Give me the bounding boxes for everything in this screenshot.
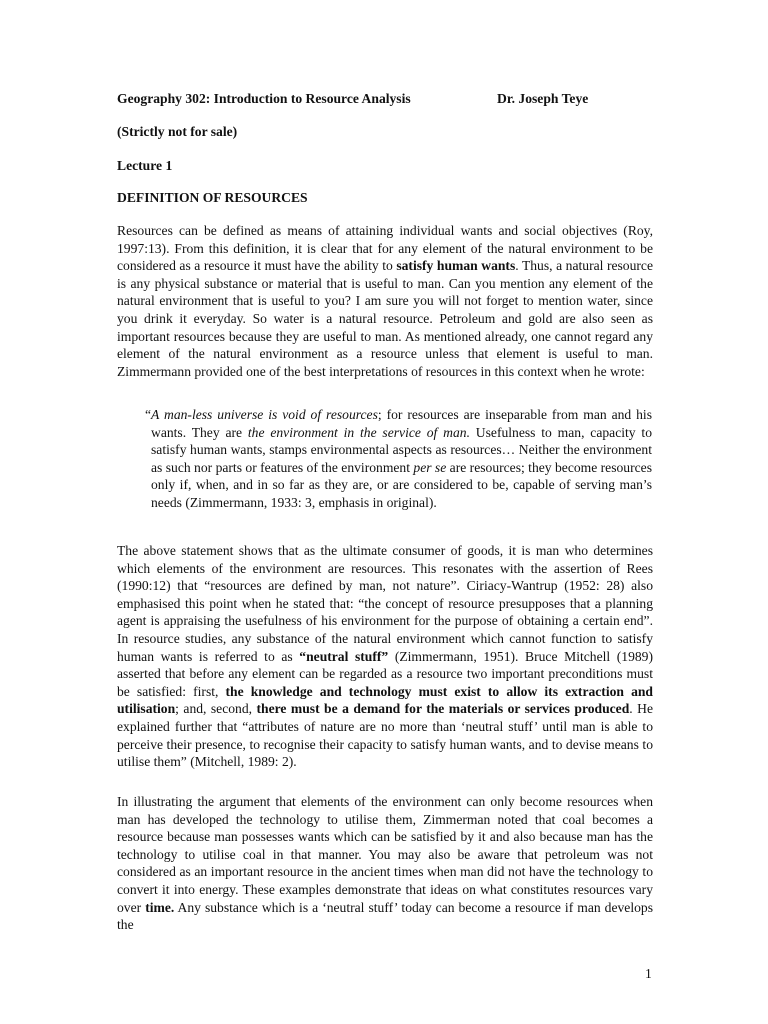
lecture-label: Lecture 1 [117,158,173,173]
sale-notice: (Strictly not for sale) [117,124,238,139]
p3-text-c: Any substance which is a ‘neutral stuff’ today can become a resource if man develops the [117,899,654,933]
p2-text-a: The above statement shows that as the ultimate consumer of goods, it is man who determines which elements of the environment are resources. This resonates with the assertion of Rees (1990:12) that “resources are defined by man, not nature”. Ciriacy-Wantrup (1952: 28) also emphasised this point when he stated that: “the concept of resource presupposes that a planning agent is appraising the usefulness of his environment for the purpose of obtaining a certain end”. In resource studies, any substance of the natural environment which cannot function to satisfy human wants is referred to as [117,543,653,664]
course-title: Geography 302: Introduction to Resource Analysis [117,91,411,106]
p2-bold-knowledge-technology: the knowledge and technology must exist to allow its extraction and utilisation [117,683,653,717]
section-title: DEFINITION OF RESOURCES [117,190,308,205]
page-number: 1 [645,966,652,981]
p2-text-c: (Zimmermann, 1951). Bruce Mitchell (1989) asserted that before any element can be regarded as a resource two important preconditions must be satisfied: first, [117,648,654,699]
p3-text-a: In illustrating the argument that elements of the environment can only become resources when man has developed the technology to utilise them, Zimmerman noted that coal becomes a resource because man possesses wants which can be satisfied by it and also because man has the technology to utilise coal in that manner. You may also be aware that petroleum was not considered as an important resource in the ancient times when man did not have the technology to convert it into energy. These examples demonstrate that ideas on what constitutes resources vary over [117,794,653,915]
paragraph-3 [117,793,653,934]
p2-text-g: . He explained further that “attributes of nature are no more than ‘neutral stuff’ until man is able to perceive their presence, to recognise their capacity to satisfy human wants, and to devise means to utilise them” (Mitchell, 1989: 2). [117,701,653,770]
quote-text-f: are resources; they become resources only if, when, and in so far as they are, or are considered to be, capable of serving man’s needs (Zimmermann, 1933: 3, emphasis in original). [151,459,652,510]
p2-text-e: ; and, second, [175,701,257,717]
p3-bold-time: time. [145,899,175,915]
quote-text-b: ; for resources are inseparable from man and his wants. They are [151,407,653,440]
p1-text-a: Resources can be defined as means of attaining individual wants and social objectives (Roy, 1997:13). From this definition, it is clear that for any element of the natural environment to be considered as a resource it must have the ability to [117,223,653,274]
quote-italic-c: the environment in the service of man. [247,424,470,440]
author-name: Dr. Joseph Teye [497,91,589,106]
zimmermann-quote [145,406,653,512]
quote-text-d: Usefulness to man, capacity to satisfy human wants, stamps environmental aspects as resources… Neither the environment as such nor parts or features of the environment [151,424,652,475]
p1-bold-satisfy-human-wants: satisfy human wants [396,258,516,274]
quote-open-mark: “ [145,407,152,422]
p2-bold-neutral-stuff: “neutral stuff” [299,648,389,664]
paragraph-1 [117,222,653,380]
p2-bold-demand: there must be a demand for the materials or services produced [256,701,630,717]
p1-text-c: . Thus, a natural resource is any physical substance or material that is useful to man. Can you mention any element of the natural environment that is useful to you? I am sure you will not forget to mention water, since you drink it everyday. So water is a natural resource. Petroleum and gold are also seen as important resources because they are useful to man. As mentioned already, one cannot regard any element of the natural environment as a resource unless that element is useful to man. Zimmermann provided one of the best interpretations of resources in this context when he wrote: [117,258,653,379]
quote-italic-per-se: per se [413,459,447,475]
quote-italic-a: A man-less universe is void of resources [151,407,378,422]
paragraph-2 [117,542,653,771]
